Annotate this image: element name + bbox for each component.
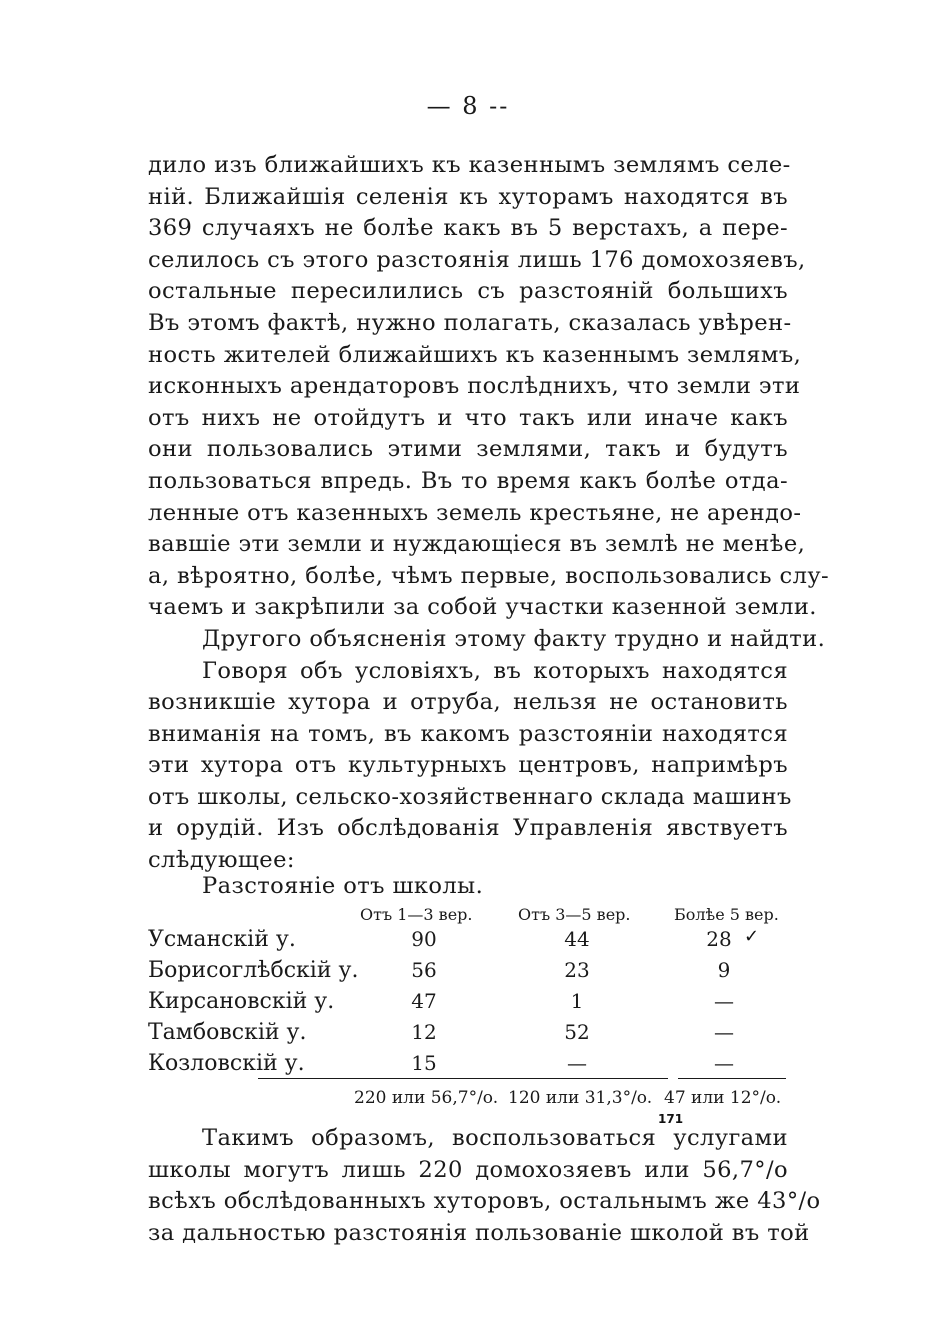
table-caption: Разстояніе отъ школы. [202, 873, 484, 899]
table-row [148, 958, 788, 989]
uezd-name: Тамбовскій у. [148, 1020, 307, 1045]
text-line: за дальностью разстоянія пользованіе школой въ той [148, 1219, 810, 1246]
text-line: дило изъ ближайшихъ къ казеннымъ землямъ селе- [148, 152, 791, 178]
text-line: всѣхъ обслѣдованныхъ хуторовъ, остальнымъ же 43°/o [148, 1188, 821, 1215]
text-line: Такимъ образомъ, воспользоваться услугами [202, 1125, 788, 1151]
text-line: остальные пересилились съ разстояній большихъ [148, 278, 788, 305]
text-line: возникшіе хутора и отруба, нельзя не остановить [148, 689, 788, 716]
text-line: чаемъ и закрѣпили за собой участки казенной земли. [148, 594, 817, 621]
uezd-name: Кирсановскій у. [148, 989, 335, 1014]
text-line: ній. Ближайшія селенія къ хуторамъ находятся въ [148, 183, 788, 210]
uezd-name: Козловскій у. [148, 1051, 305, 1076]
handwritten-annotation: 171 [658, 1112, 684, 1126]
column-header: Болѣе 5 вер. [674, 905, 779, 924]
text-line: исконныхъ арендаторовъ послѣднихъ, что земли эти [148, 373, 801, 400]
table-row [148, 1020, 788, 1051]
table-cell: 1 [570, 989, 584, 1013]
text-line: Говоря объ условіяхъ, въ которыхъ находятся [202, 657, 788, 684]
table-cell: 52 [564, 1020, 590, 1044]
table-cell: — [567, 1051, 587, 1075]
closing-text [148, 1123, 821, 1249]
text-line: отъ нихъ не отойдутъ и что такъ или иначе какъ [148, 404, 788, 431]
table-row [148, 989, 788, 1020]
check-mark-annotation: ✓ [744, 926, 760, 947]
text-line: они пользовались этими землями, такъ и будутъ [148, 436, 788, 463]
text-line: Въ этомъ фактѣ, нужно полагать, сказалась увѣрен- [148, 309, 792, 336]
uezd-name: Усманскій у. [148, 927, 296, 952]
text-line: селилось съ этого разстоянія лишь 176 домохозяевъ, [148, 246, 806, 273]
table-cell: — [714, 989, 734, 1013]
column-header: Отъ 3—5 вер. [518, 905, 631, 924]
table-cell: 15 [411, 1051, 437, 1075]
text-line: Другого объясненія этому факту трудно и найдти. [202, 625, 826, 652]
table-cell: 12 [411, 1020, 437, 1044]
table-cell: 56 [411, 958, 437, 982]
table-rule [678, 1078, 786, 1079]
text-line: отъ школы, сельско-хозяйственнаго склада машинъ [148, 783, 792, 810]
text-line: слѣдующее: [148, 847, 295, 874]
column-header: Отъ 1—3 вер. [360, 905, 473, 924]
text-line: ность жителей ближайшихъ къ казеннымъ землямъ, [148, 341, 802, 368]
table-caption-block [148, 871, 788, 903]
uezd-name: Борисоглѣбскій у. [148, 958, 359, 983]
text-line: вниманія на томъ, въ какомъ разстояніи находятся [148, 720, 788, 747]
text-line: и орудій. Изъ обслѣдованія Управленія явствуетъ [148, 815, 788, 842]
text-line: эти хутора отъ культурныхъ центровъ, напримѣръ [148, 752, 788, 779]
text-line: вавшіе эти земли и нуждающіеся въ землѣ не менѣе, [148, 531, 806, 558]
table-cell: 47 [411, 989, 437, 1013]
table-row [148, 927, 788, 958]
page-number: — 8 -- [426, 92, 510, 120]
text-line: школы могутъ лишь 220 домохозяевъ или 56,7°/o [148, 1156, 788, 1183]
table-cell: — [714, 1051, 734, 1075]
text-line: пользоваться впредь. Въ то время какъ болѣе отда- [148, 467, 788, 494]
table-cell: — [714, 1020, 734, 1044]
main-text [148, 150, 830, 877]
total-cell: 120 или 31,3°/o. [508, 1088, 653, 1108]
text-line: ленные отъ казенныхъ земель крестьяне, не арендо- [148, 499, 802, 526]
total-cell: 220 или 56,7°/o. [354, 1088, 499, 1108]
table-cell: 23 [564, 958, 590, 982]
text-line: 369 случаяхъ не болѣе какъ въ 5 верстахъ, а пере- [148, 215, 788, 242]
total-cell: 47 или 12°/o. [664, 1088, 782, 1108]
table-cell: 28 [706, 927, 732, 951]
table-cell: 44 [564, 927, 590, 951]
table-cell: 90 [411, 927, 437, 951]
text-line: а, вѣроятно, болѣе, чѣмъ первые, воспользовались слу- [148, 562, 830, 589]
table-rule [258, 1078, 668, 1079]
table-cell: 9 [717, 958, 731, 982]
